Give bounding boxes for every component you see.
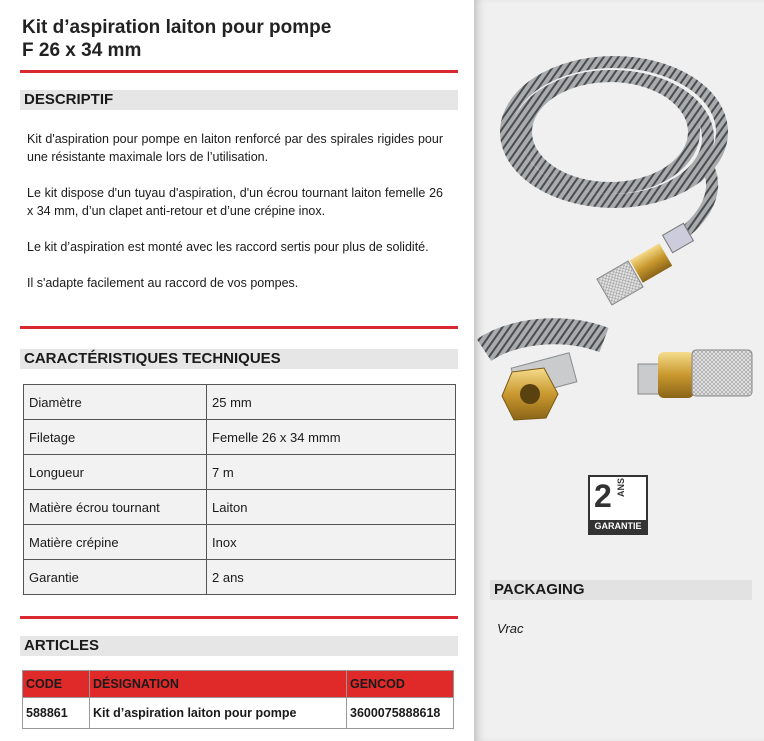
specs-row (24, 455, 456, 490)
col-designation: DÉSIGNATION (90, 671, 347, 698)
descriptif-heading: DESCRIPTIF (20, 90, 458, 110)
title-divider (20, 70, 458, 73)
descriptif-paragraph-4: Il s'adapte facilement au raccord de vos pompes. (27, 276, 299, 290)
specs-row (24, 490, 456, 525)
specs-divider (20, 616, 458, 619)
spec-value: 2 ans (207, 560, 456, 595)
hose-coil (506, 62, 722, 240)
specs-table (23, 384, 456, 595)
specs-row (24, 560, 456, 595)
packaging-value: Vrac (497, 621, 524, 636)
articles-table (22, 670, 454, 729)
product-title (22, 16, 331, 62)
descriptif-paragraph-2: Le kit dispose d'un tuyau d'aspiration, d'un écrou tournant laiton femelle 26 x 34 mm, d’un clapet anti-retour et d’une crépine inox. (27, 186, 443, 218)
article-gencod: 3600075888618 (347, 698, 454, 729)
spec-value: 7 m (207, 455, 456, 490)
spec-label: Longueur (24, 455, 207, 490)
hose-product-image (474, 0, 764, 470)
spec-label: Filetage (24, 420, 207, 455)
article-designation: Kit d’aspiration laiton pour pompe (90, 698, 347, 729)
spec-label: Matière crépine (24, 525, 207, 560)
product-title-line2: F 26 x 34 mm (22, 40, 142, 61)
hose-end-detail-left (484, 331, 604, 420)
spec-label: Matière écrou tournant (24, 490, 207, 525)
warranty-badge-unit: ANS (616, 477, 626, 497)
strainer-assembly-top (597, 223, 693, 305)
hose-end-detail-right (638, 350, 752, 398)
specs-row (24, 385, 456, 420)
col-code: CODE (23, 671, 90, 698)
descriptif-body (27, 130, 443, 292)
spec-value: Laiton (207, 490, 456, 525)
warranty-badge-number: 2 (594, 478, 612, 514)
packaging-heading: PACKAGING (490, 580, 752, 600)
articles-heading: ARTICLES (20, 636, 458, 656)
warranty-badge-label: GARANTIE (590, 520, 646, 533)
table-row (23, 698, 454, 729)
product-title-line1: Kit d’aspiration laiton pour pompe (22, 17, 332, 38)
spec-label: Garantie (24, 560, 207, 595)
spec-label: Diamètre (24, 385, 207, 420)
spec-value: Inox (207, 525, 456, 560)
specs-row (24, 525, 456, 560)
article-code: 588861 (23, 698, 90, 729)
spec-value: 25 mm (207, 385, 456, 420)
articles-header-row (23, 671, 454, 698)
descriptif-divider (20, 326, 458, 329)
descriptif-paragraph-1: Kit d'aspiration pour pompe en laiton renforcé par des spirales rigides pour une résistante maximale lors de l’utilisation. (27, 132, 443, 164)
descriptif-paragraph-3: Le kit d’aspiration est monté avec les raccord sertis pour plus de solidité. (27, 240, 429, 254)
specs-row (24, 420, 456, 455)
warranty-badge (588, 475, 648, 535)
caracteristiques-heading: CARACTÉRISTIQUES TECHNIQUES (20, 349, 458, 369)
col-gencod: GENCOD (347, 671, 454, 698)
spec-value: Femelle 26 x 34 mmm (207, 420, 456, 455)
